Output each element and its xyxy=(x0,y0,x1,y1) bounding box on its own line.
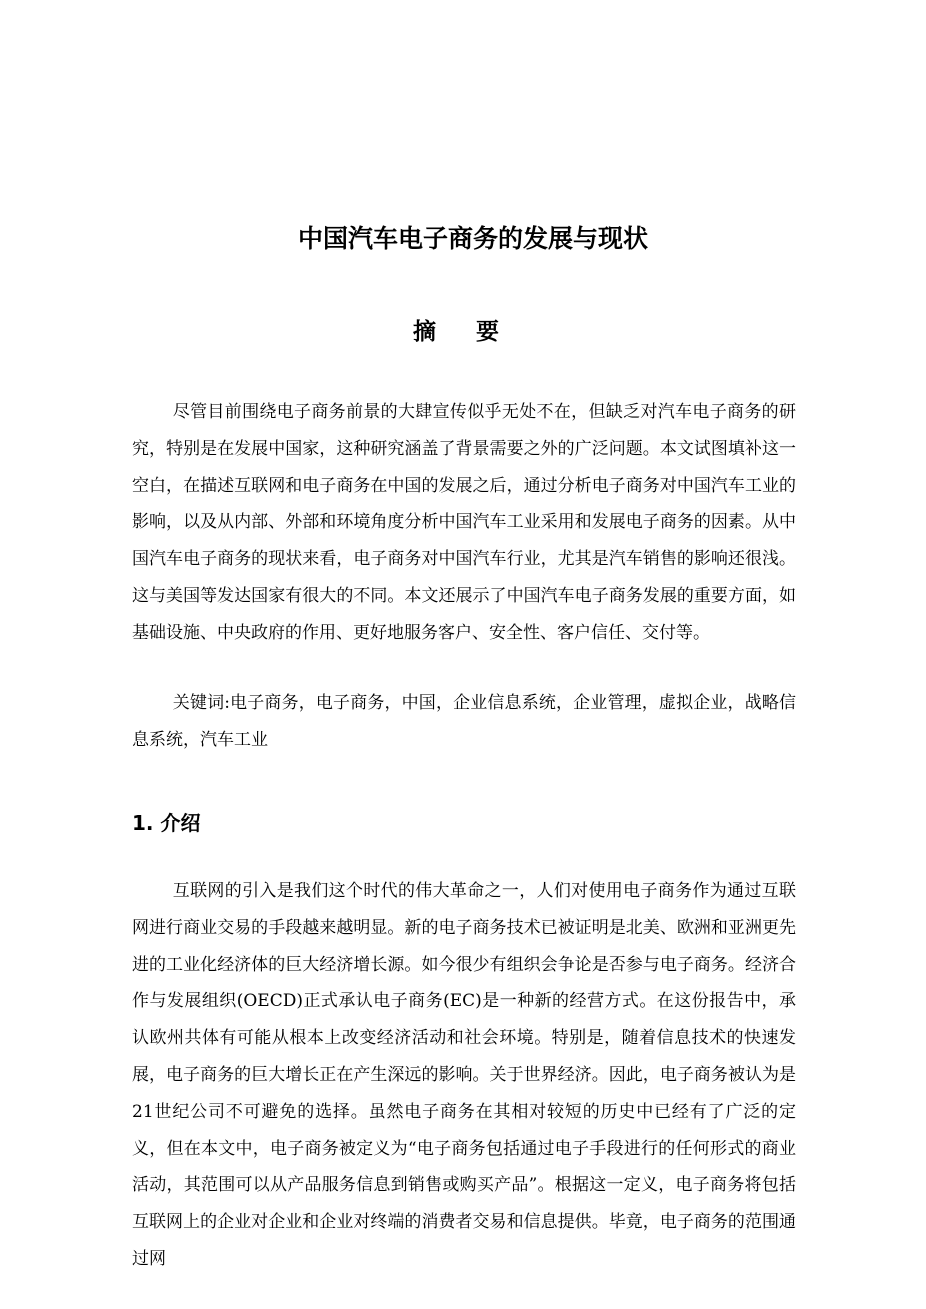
abstract-paragraph: 尽管目前围绕电子商务前景的大肆宣传似乎无处不在，但缺乏对汽车电子商务的研究，特别是在发展中国家，这种研究涵盖了背景需要之外的广泛问题。本文试图填补这一空白，在描述互联网和电子商务在中国的发展之后，通过分析电子商务对中国汽车工业的影响，以及从内部、外部和环境角度分析中国汽车工业采用和发展电子商务的因素。从中国汽车电子商务的现状来看，电子商务对中国汽车行业，尤其是汽车销售的影响还很浅。这与美国等发达国家有很大的不同。本文还展示了中国汽车电子商务发展的重要方面，如基础设施、中央政府的作用、更好地服务客户、安全性、客户信任、交付等。 xyxy=(132,402,796,643)
abstract-heading: 摘 要 xyxy=(412,319,515,345)
introduction-paragraph: 互联网的引入是我们这个时代的伟大革命之一，人们对使用电子商务作为通过互联网进行商业交易的手段越来越明显。新的电子商务技术已被证明是北美、欧洲和亚洲更先进的工业化经济体的巨大经济增长源。如今很少有组织会争论是否参与电子商务。经济合作与发展组织(OECD)正式承认电子商务(EC)是一种新的经营方式。在这份报告中，承认欧州共体有可能从根本上改变经济活动和社会环境。特别是，随着信息技术的快速发展，电子商务的巨大增长正在产生深远的影响。关于世界经济。因此，电子商务被认为是21世纪公司不可避免的选择。虽然电子商务在其相对较短的历史中已经有了广泛的定义，但在本文中，电子商务被定义为“电子商务包括通过电子手段进行的任何形式的商业活动，其范围可以从产品服务信息到销售或购买产品”。根据这一定义，电子商务将包括互联网上的企业对企业和企业对终端的消费者交易和信息提供。毕竟，电子商务的范围通过网 xyxy=(132,881,796,1269)
section-heading-introduction: 1. 介绍 xyxy=(132,811,201,835)
keywords-paragraph: 关键词:电子商务，电子商务，中国，企业信息系统，企业管理，虚拟企业，战略信息系统，汽车工业 xyxy=(132,693,796,750)
document-title: 中国汽车电子商务的发展与现状 xyxy=(297,224,648,253)
